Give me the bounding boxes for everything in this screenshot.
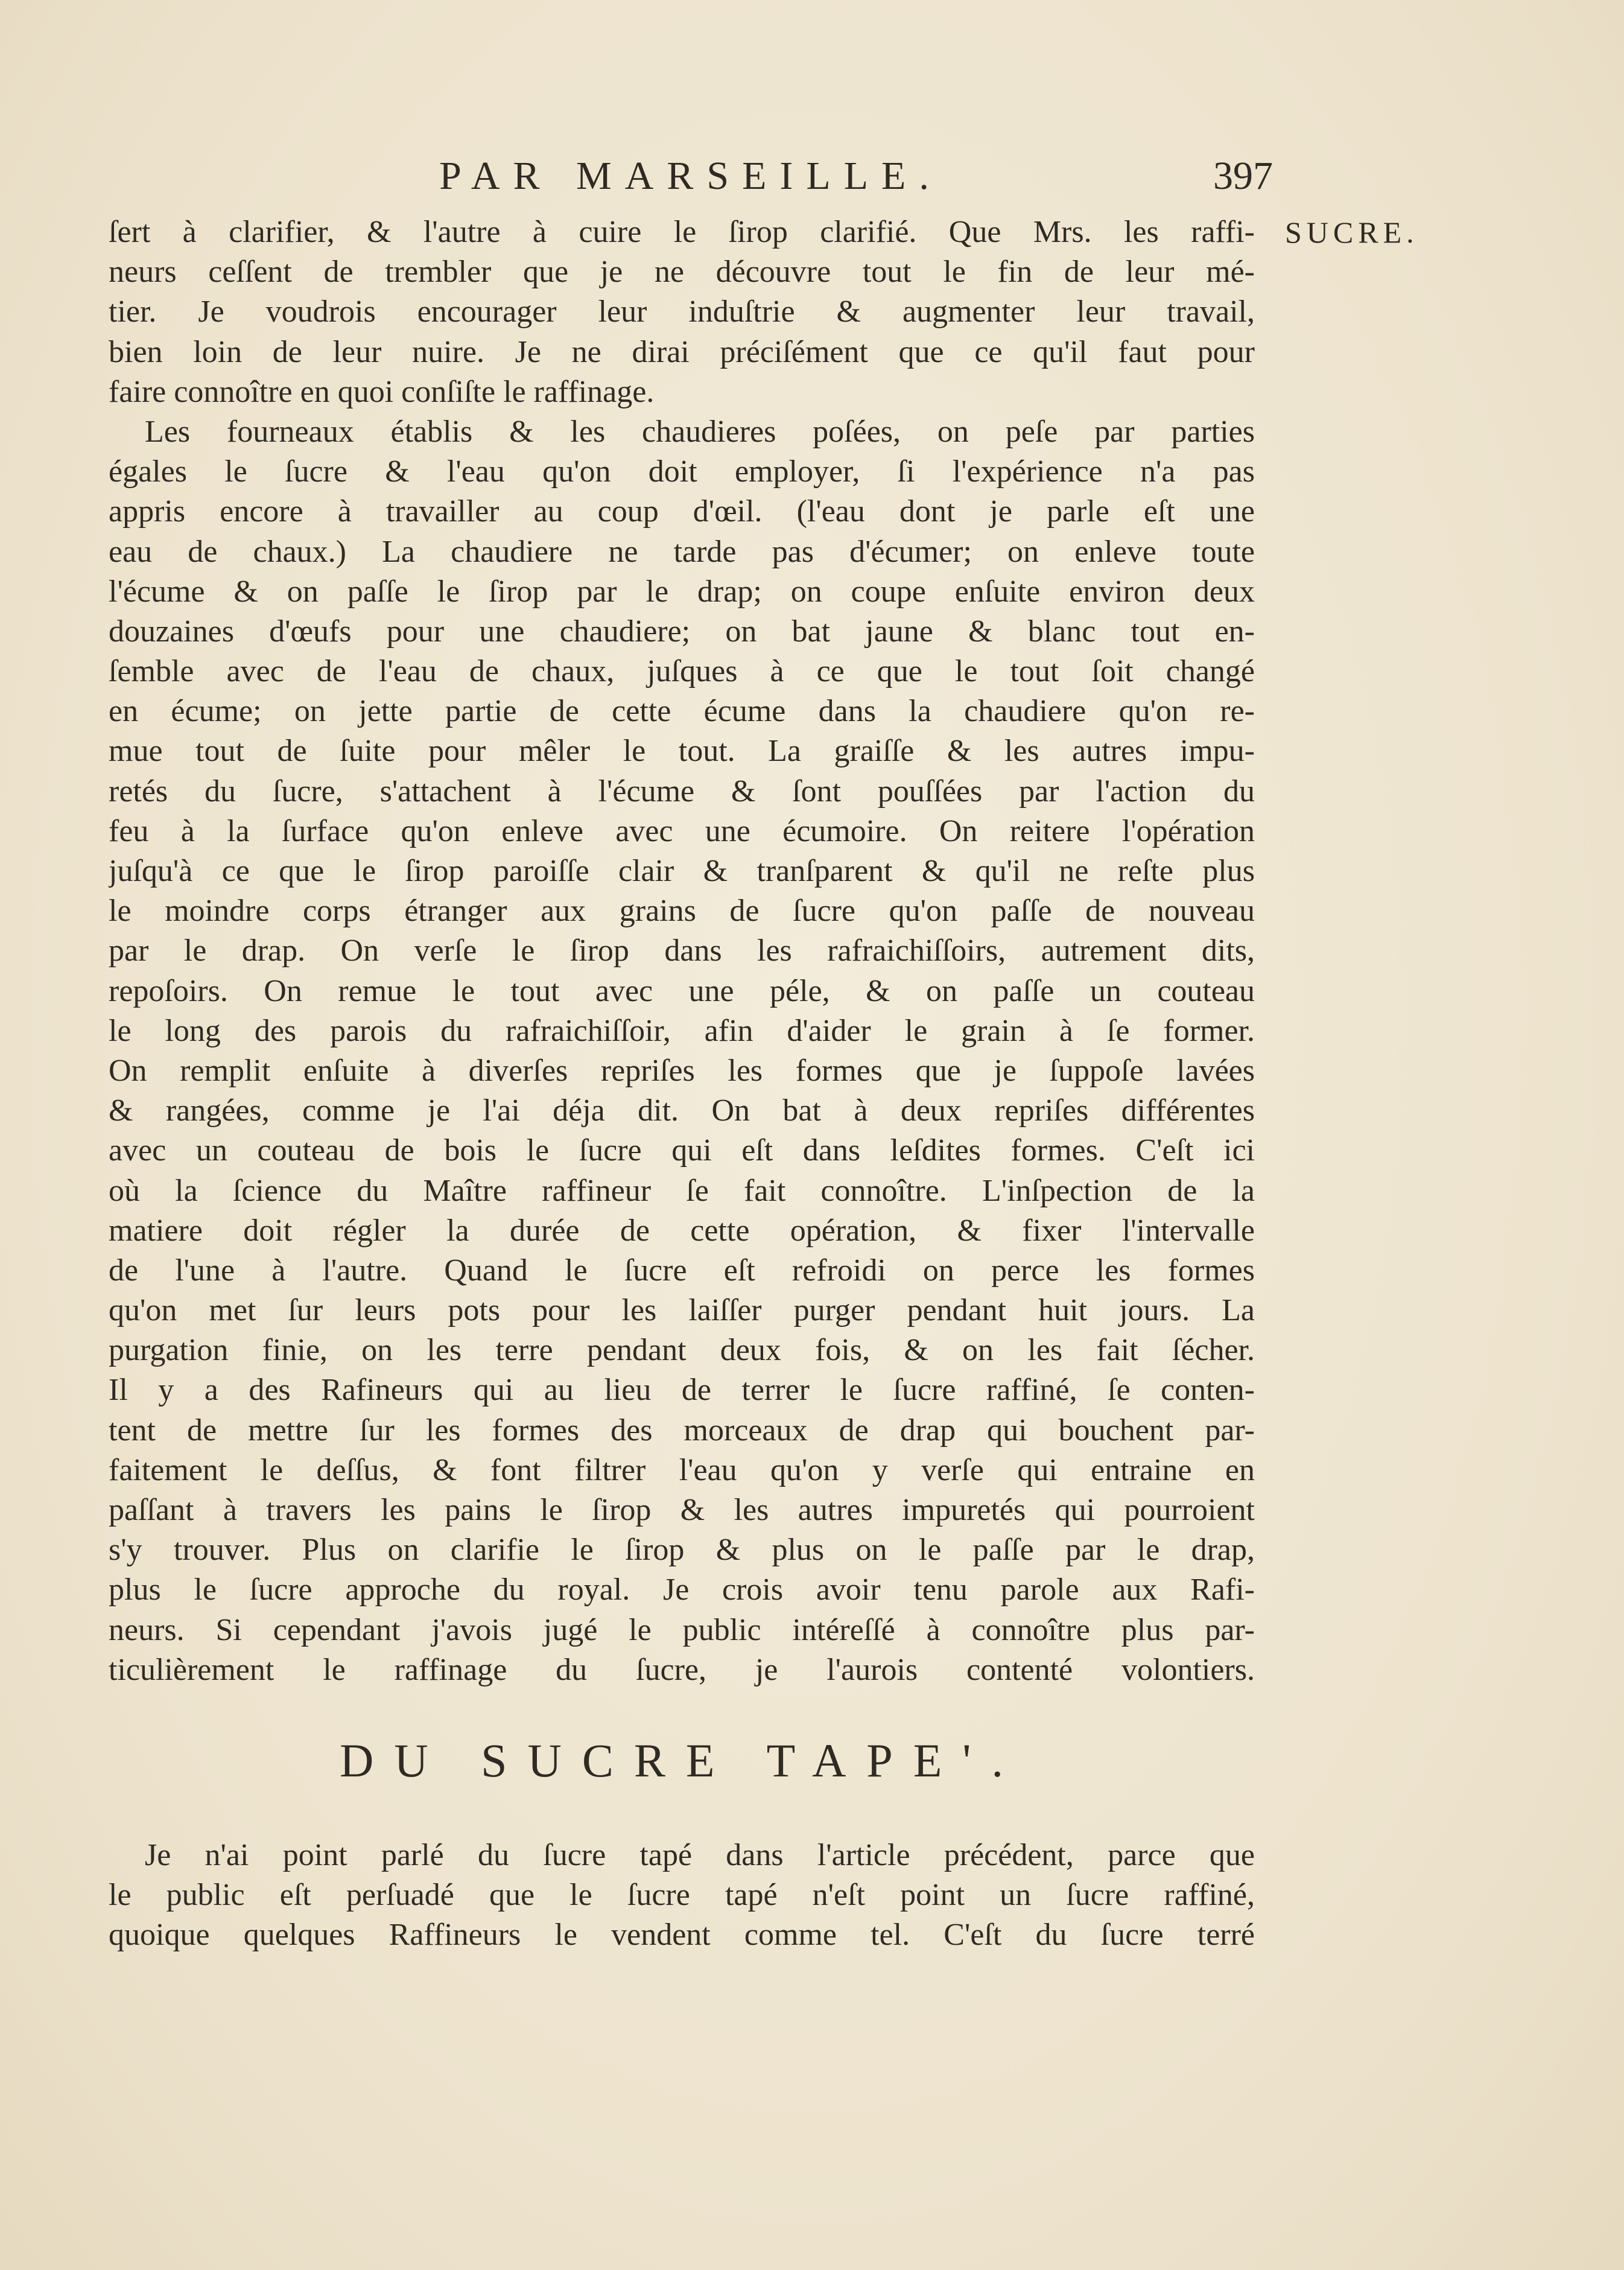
text-line: Je n'ai point parlé du ſucre tapé dans l'article précédent, parce que — [145, 1838, 1255, 1872]
text-line: faire connoître en quoi conſiſte le raffinage. — [109, 374, 655, 409]
text-line: par le drap. On verſe le ſirop dans les rafraichiſſoirs, autrement dits, — [109, 933, 1255, 968]
text-line: l'écume & on paſſe le ſirop par le drap; on coupe enſuite environ deux — [109, 574, 1255, 609]
margin-note: SUCRE. — [1285, 215, 1419, 249]
text-line: retés du ſucre, s'attachent à l'écume & ſont pouſſées par l'action du — [109, 774, 1255, 809]
text-line: purgation finie, on les terre pendant deux fois, & on les fait ſécher. — [109, 1333, 1255, 1368]
text-line: matiere doit régler la durée de cette opération, & fixer l'intervalle — [109, 1213, 1255, 1248]
section-heading: DU SUCRE TAPE'. — [340, 1734, 1024, 1787]
text-line: le moindre corps étranger aux grains de ſucre qu'on paſſe de nouveau — [109, 894, 1255, 929]
text-line: bien loin de leur nuire. Je ne dirai préciſément que ce qu'il faut pour — [109, 334, 1255, 369]
text-line: feu à la ſurface qu'on enleve avec une écumoire. On reitere l'opération — [109, 813, 1255, 848]
text-line: juſqu'à ce que le ſirop paroiſſe clair & tranſparent & qu'il ne reſte plus — [109, 854, 1255, 888]
text-line: appris encore à travailler au coup d'œil. (l'eau dont je parle eſt une — [109, 494, 1255, 529]
text-line: Il y a des Rafineurs qui au lieu de terrer le ſucre raffiné, ſe conten- — [109, 1373, 1255, 1408]
text-line: paſſant à travers les pains le ſirop & les autres impuretés qui pourroient — [109, 1493, 1255, 1527]
running-head — [109, 152, 1273, 200]
section-text — [109, 1836, 1255, 1956]
text-line: tent de mettre ſur les formes des morceaux de drap qui bouchent par- — [109, 1413, 1255, 1448]
text-line: & rangées, comme je l'ai déja dit. On bat à deux repriſes différentes — [109, 1093, 1255, 1128]
text-line: tier. Je voudrois encourager leur induſtrie & augmenter leur travail, — [109, 294, 1255, 329]
text-line: eau de chaux.) La chaudiere ne tarde pas d'écumer; on enleve toute — [109, 534, 1255, 569]
text-line: le public eſt perſuadé que le ſucre tapé n'eſt point un ſucre raffiné, — [109, 1878, 1255, 1913]
text-line: plus le ſucre approche du royal. Je crois avoir tenu parole aux Rafi- — [109, 1572, 1255, 1607]
text-line: neurs ceſſent de trembler que je ne découvre tout le fin de leur mé- — [109, 255, 1255, 290]
text-line: ſert à clarifier, & l'autre à cuire le ſirop clarifié. Que Mrs. les raffi- — [109, 215, 1255, 249]
text-line: le long des parois du rafraichiſſoir, afin d'aider le grain à ſe former. — [109, 1013, 1255, 1048]
text-line: qu'on met ſur leurs pots pour les laiſſer purger pendant huit jours. La — [109, 1293, 1255, 1328]
running-title: PAR MARSEILLE. — [439, 154, 942, 198]
text-line: avec un couteau de bois le ſucre qui eſt dans leſdites formes. C'eſt ici — [109, 1133, 1255, 1168]
text-line: Les fourneaux établis & les chaudieres poſées, on peſe par parties — [145, 414, 1255, 449]
text-line: ſemble avec de l'eau de chaux, juſques à ce que le tout ſoit changé — [109, 654, 1255, 689]
text-line: égales le ſucre & l'eau qu'on doit employer, ſi l'expérience n'a pas — [109, 454, 1255, 489]
text-line: s'y trouver. Plus on clarifie le ſirop & plus on le paſſe par le drap, — [109, 1533, 1255, 1568]
text-line: en écume; on jette partie de cette écume dans la chaudiere qu'on re- — [109, 694, 1255, 729]
text-line: On remplit enſuite à diverſes repriſes les formes que je ſuppoſe lavées — [109, 1053, 1255, 1088]
text-line: faitement le deſſus, & font filtrer l'eau qu'on y verſe qui entraine en — [109, 1452, 1255, 1487]
text-line: douzaines d'œufs pour une chaudiere; on bat jaune & blanc tout en- — [109, 614, 1255, 649]
text-line: ticulièrement le raffinage du ſucre, je l'aurois contenté volontiers. — [109, 1652, 1255, 1687]
text-line: quoique quelques Raffineurs le vendent comme tel. C'eſt du ſucre terré — [109, 1918, 1255, 1953]
page-number: 397 — [1213, 154, 1273, 198]
text-line: mue tout de ſuite pour mêler le tout. La graiſſe & les autres impu- — [109, 734, 1255, 769]
text-line: où la ſcience du Maître raffineur ſe fait connoître. L'inſpection de la — [109, 1173, 1255, 1208]
body-text — [109, 212, 1255, 1690]
text-line: repoſoirs. On remue le tout avec une péle, & on paſſe un couteau — [109, 973, 1255, 1008]
text-line: de l'une à l'autre. Quand le ſucre eſt refroidi on perce les formes — [109, 1253, 1255, 1288]
text-line: neurs. Si cependant j'avois jugé le public intéreſſé à connoître plus par- — [109, 1612, 1255, 1647]
